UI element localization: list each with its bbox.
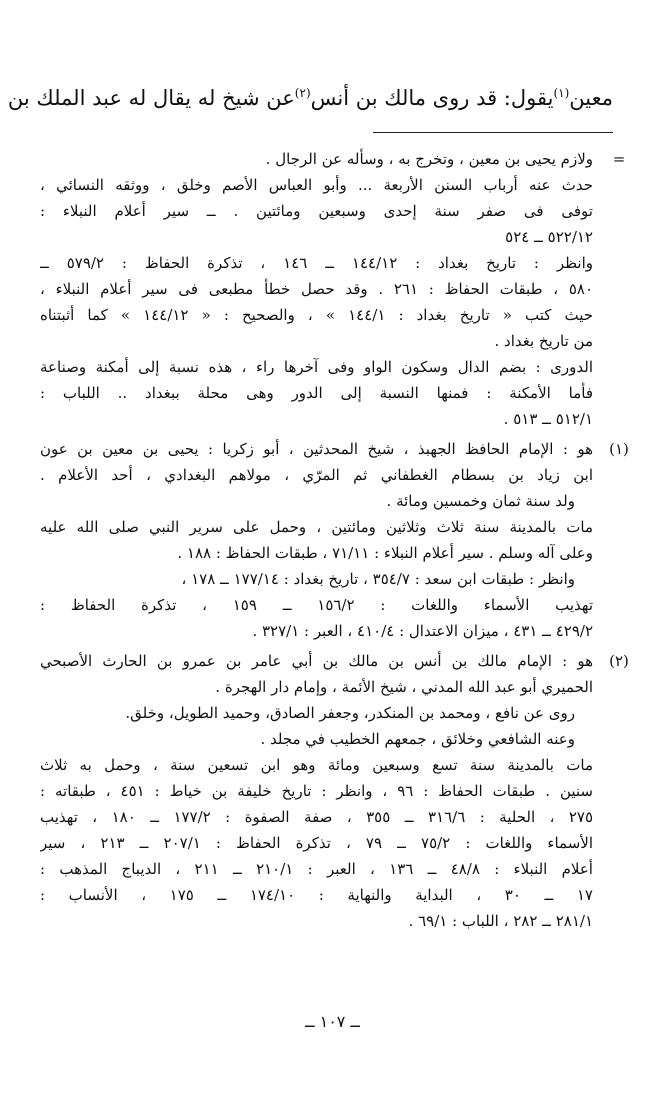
footnote-line: ٥١٢/١ ــ ٥١٣ . (503, 410, 593, 428)
footnote-line: ولد سنة ثمان وخمسين ومائة . (386, 492, 575, 510)
footnote-line: تهذيب الأسماء واللغات : ١٥٦/٢ ــ ١٥٩ ، تذكرة الحفاظ : (40, 596, 593, 614)
footnote-line: ٤٢٩/٢ ــ ٤٣١ ، ميزان الاعتدال : ٤١٠/٤ ، العبر : ٣٢٧/١ . (252, 622, 593, 640)
footnote-line: الدورى : بضم الدال وسكون الواو وفى آخرها راء ، هذه نسبة إلى أمكنة وصناعة (40, 358, 593, 376)
footnote-line: وعنه الشافعي وخلائق ، جمعهم الخطيب في مجلد . (260, 730, 575, 748)
footnote-line: فأما الأمكنة : فمنها النسبة إلى الدور وهى محلة ببغداد .. اللباب : (40, 384, 593, 402)
footnote-line: ابن زياد بن بسطام الغطفاني ثم المرّي ، مولاهم البغدادي ، أحد الأعلام . (40, 466, 593, 484)
main-text-middle: يقول: قد روى مالك بن أنس (310, 86, 554, 110)
footnote-line: وانظر : طبقات ابن سعد : ٣٥٤/٧ ، تاريخ بغداد : ١٧٧/١٤ ــ ١٧٨ ، (181, 570, 575, 588)
footnote-line: روى عن نافع ، ومحمد بن المنكدر، وجعفر الصادق، وحميد الطويل، وخلق. (125, 704, 575, 722)
footnote-line: هو : الإمام الحافظ الجهبذ ، شيخ المحدثين ، أبو زكريا : يحيى بن معين بن عون (40, 440, 593, 458)
footnote-1 (40, 436, 645, 644)
footnote-line: هو : الإمام مالك بن أنس بن مالك بن أبي عامر بن عمرو بن الحارث الأصبحي (40, 652, 593, 670)
main-text-line (7, 76, 613, 115)
footnote-line: من تاريخ بغداد . (494, 332, 593, 350)
footnote-line: مات بالمدينة سنة ثلاث وثلاثين ومائتين ، وحمل على سرير النبي صلى الله عليه (40, 518, 593, 536)
footnote-separator (373, 132, 613, 133)
footnote-line: حدث عنه أرباب السنن الأربعة ... وأبو العباس الأصم وخلق ، ووثقه النسائي ، (40, 176, 593, 194)
footnote-ref-1: (١) (553, 86, 570, 100)
footnotes (40, 146, 645, 938)
footnote-line: الأسماء واللغات : ٧٥/٢ ــ ٧٩ ، تذكرة الحفاظ : ٢٠٧/١ ــ ٢١٣ ، سير (40, 834, 593, 852)
footnote-line: توفى فى صفر سنة إحدى وسبعين ومائتين . ــ سير أعلام النبلاء : (40, 202, 593, 220)
footnote-line: وعلى آله وسلم . سير أعلام النبلاء : ٧١/١١ ، طبقات الحفاظ : ١٨٨ . (177, 544, 593, 562)
footnote-line: وانظر : تاريخ بغداد : ١٤٤/١٢ ــ ١٤٦ ، تذكرة الحفاظ : ٥٧٩/٢ ــ (40, 254, 593, 272)
footnote-line: ٥٨٠ ، طبقات الحفاظ : ٢٦١ . وقد حصل خطأ مطبعى فى سير أعلام النبلاء ، (40, 280, 593, 298)
footnote-line: الحميري أبو عبد الله المدني ، شيخ الأئمة ، وإمام دار الهجرة . (215, 678, 593, 696)
footnote-line: ٢٨١/١ ــ ٢٨٢ ، اللباب : ٦٩/١ . (408, 912, 593, 930)
footnote-2 (40, 648, 645, 934)
footnote-continued (40, 146, 645, 432)
footnote-line: ٢٧٥ ، الحلية : ٣١٦/٦ ــ ٣٥٥ ، صفة الصفوة : ١٧٧/٢ ــ ١٨٠ ، تهذيب (40, 808, 593, 826)
footnote-ref-2: (٢) (294, 86, 311, 100)
main-text-start: معين (569, 86, 613, 110)
footnote-line: ٥٢٢/١٢ ــ ٥٢٤ (505, 228, 593, 246)
footnote-line: أعلام النبلاء : ٤٨/٨ ــ ١٣٦ ، العبر : ٢١٠/١ ــ ٢١١ ، الديباج المذهب : (40, 860, 593, 878)
main-text-end: عن شيخ له يقال له عبد الملك بن (7, 86, 295, 110)
footnote-line: ولازم يحيى بن معين ، وتخرج به ، وسأله عن الرجال . (265, 150, 593, 168)
footnote-line: حيث كتب « تاريخ بغداد : ١٤٤/١ » ، والصحيح : « ١٤٤/١٢ » كما أثبتناه (40, 306, 593, 324)
footnote-marker: = (612, 150, 626, 168)
footnote-line: ١٧ ــ ٣٠ ، البداية والنهاية : ١٧٤/١٠ ــ ١٧٥ ، الأنساب : (40, 886, 593, 904)
footnote-marker: (١) (609, 440, 629, 458)
footnote-line: سنين . طبقات الحفاظ : ٩٦ ، وانظر : تاريخ خليفة بن خياط : ٤٥١ ، طبقاته : (40, 782, 593, 800)
page-number: ــ ١٠٧ ــ (305, 1012, 360, 1031)
footnote-marker: (٢) (609, 652, 629, 670)
footnote-line: مات بالمدينة سنة تسع وسبعين ومائة وهو ابن تسعين سنة ، وحمل به ثلاث (40, 756, 593, 774)
